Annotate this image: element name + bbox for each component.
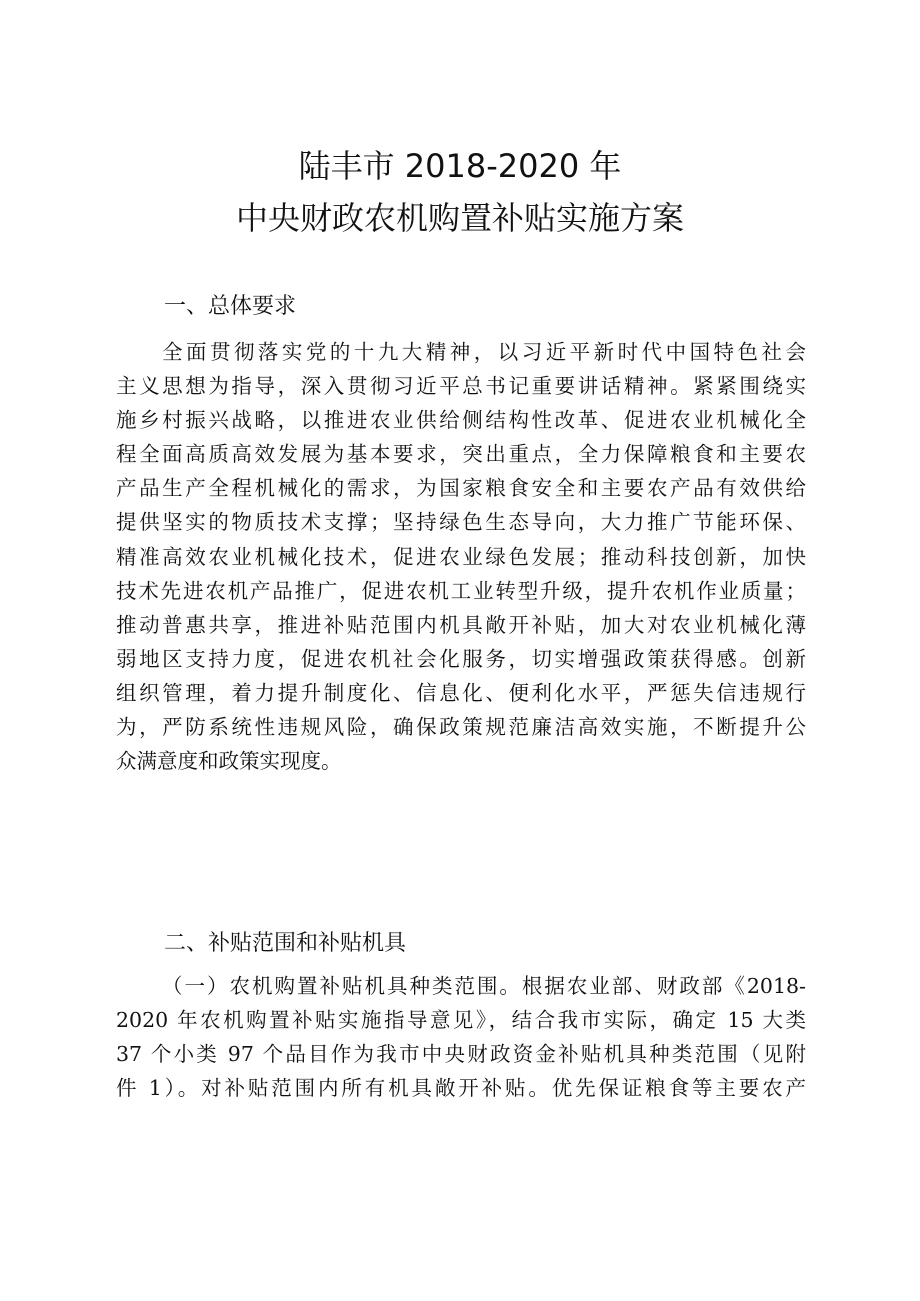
paragraph-line: 为，严防系统性违规风险，确保政策规范廉洁高效实施，不断提升公 [116,715,806,740]
paragraph-line: 37 个小类 97 个品目作为我市中央财政资金补贴机具种类范围（见附 [116,1042,806,1067]
paragraph-subsidy-scope [116,969,806,1105]
paragraph-line: 推动普惠共享，推进补贴范围内机具敞开补贴，加大对农业机械化薄 [116,612,806,637]
paragraph-line: 众满意度和政策实现度。 [116,749,342,774]
section-heading-general-requirements: 一、总体要求 [164,294,297,319]
paragraph-line: （一）农机购置补贴机具种类范围。根据农业部、财政部《2018- [162,974,806,998]
document-title-line-1: 陆丰市 2018-2020 年 [298,147,622,185]
paragraph-line: 施乡村振兴战略，以推进农业供给侧结构性改革、促进农业机械化全 [116,408,806,433]
paragraph-line: 产品生产全程机械化的需求，为国家粮食安全和主要农产品有效供给 [116,476,806,501]
section-heading-subsidy-scope: 二、补贴范围和补贴机具 [164,931,407,956]
paragraph-line: 全面贯彻落实党的十九大精神，以习近平新时代中国特色社会 [162,340,806,364]
paragraph-line: 弱地区支持力度，促进农机社会化服务，切实增强政策获得感。创新 [116,646,806,671]
paragraph-line: 组织管理，着力提升制度化、信息化、便利化水平，严惩失信违规行 [116,680,806,705]
paragraph-line: 件 1）。对补贴范围内所有机具敞开补贴。优先保证粮食等主要农产 [116,1076,806,1101]
paragraph-general-requirements [116,335,806,778]
paragraph-line: 精准高效农业机械化技术，促进农业绿色发展；推动科技创新，加快 [116,544,806,569]
document-title-line-2: 中央财政农机购置补贴实施方案 [235,199,684,237]
paragraph-line: 程全面高质高效发展为基本要求，突出重点，全力保障粮食和主要农 [116,442,806,467]
paragraph-line: 提供坚实的物质技术支撑；坚持绿色生态导向，大力推广节能环保、 [116,510,806,535]
paragraph-line: 主义思想为指导，深入贯彻习近平总书记重要讲话精神。紧紧围绕实 [116,374,806,399]
paragraph-line: 技术先进农机产品推广，促进农机工业转型升级，提升农机作业质量； [116,578,806,603]
paragraph-line: 2020 年农机购置补贴实施指导意见》，结合我市实际，确定 15 大类 [116,1008,806,1033]
